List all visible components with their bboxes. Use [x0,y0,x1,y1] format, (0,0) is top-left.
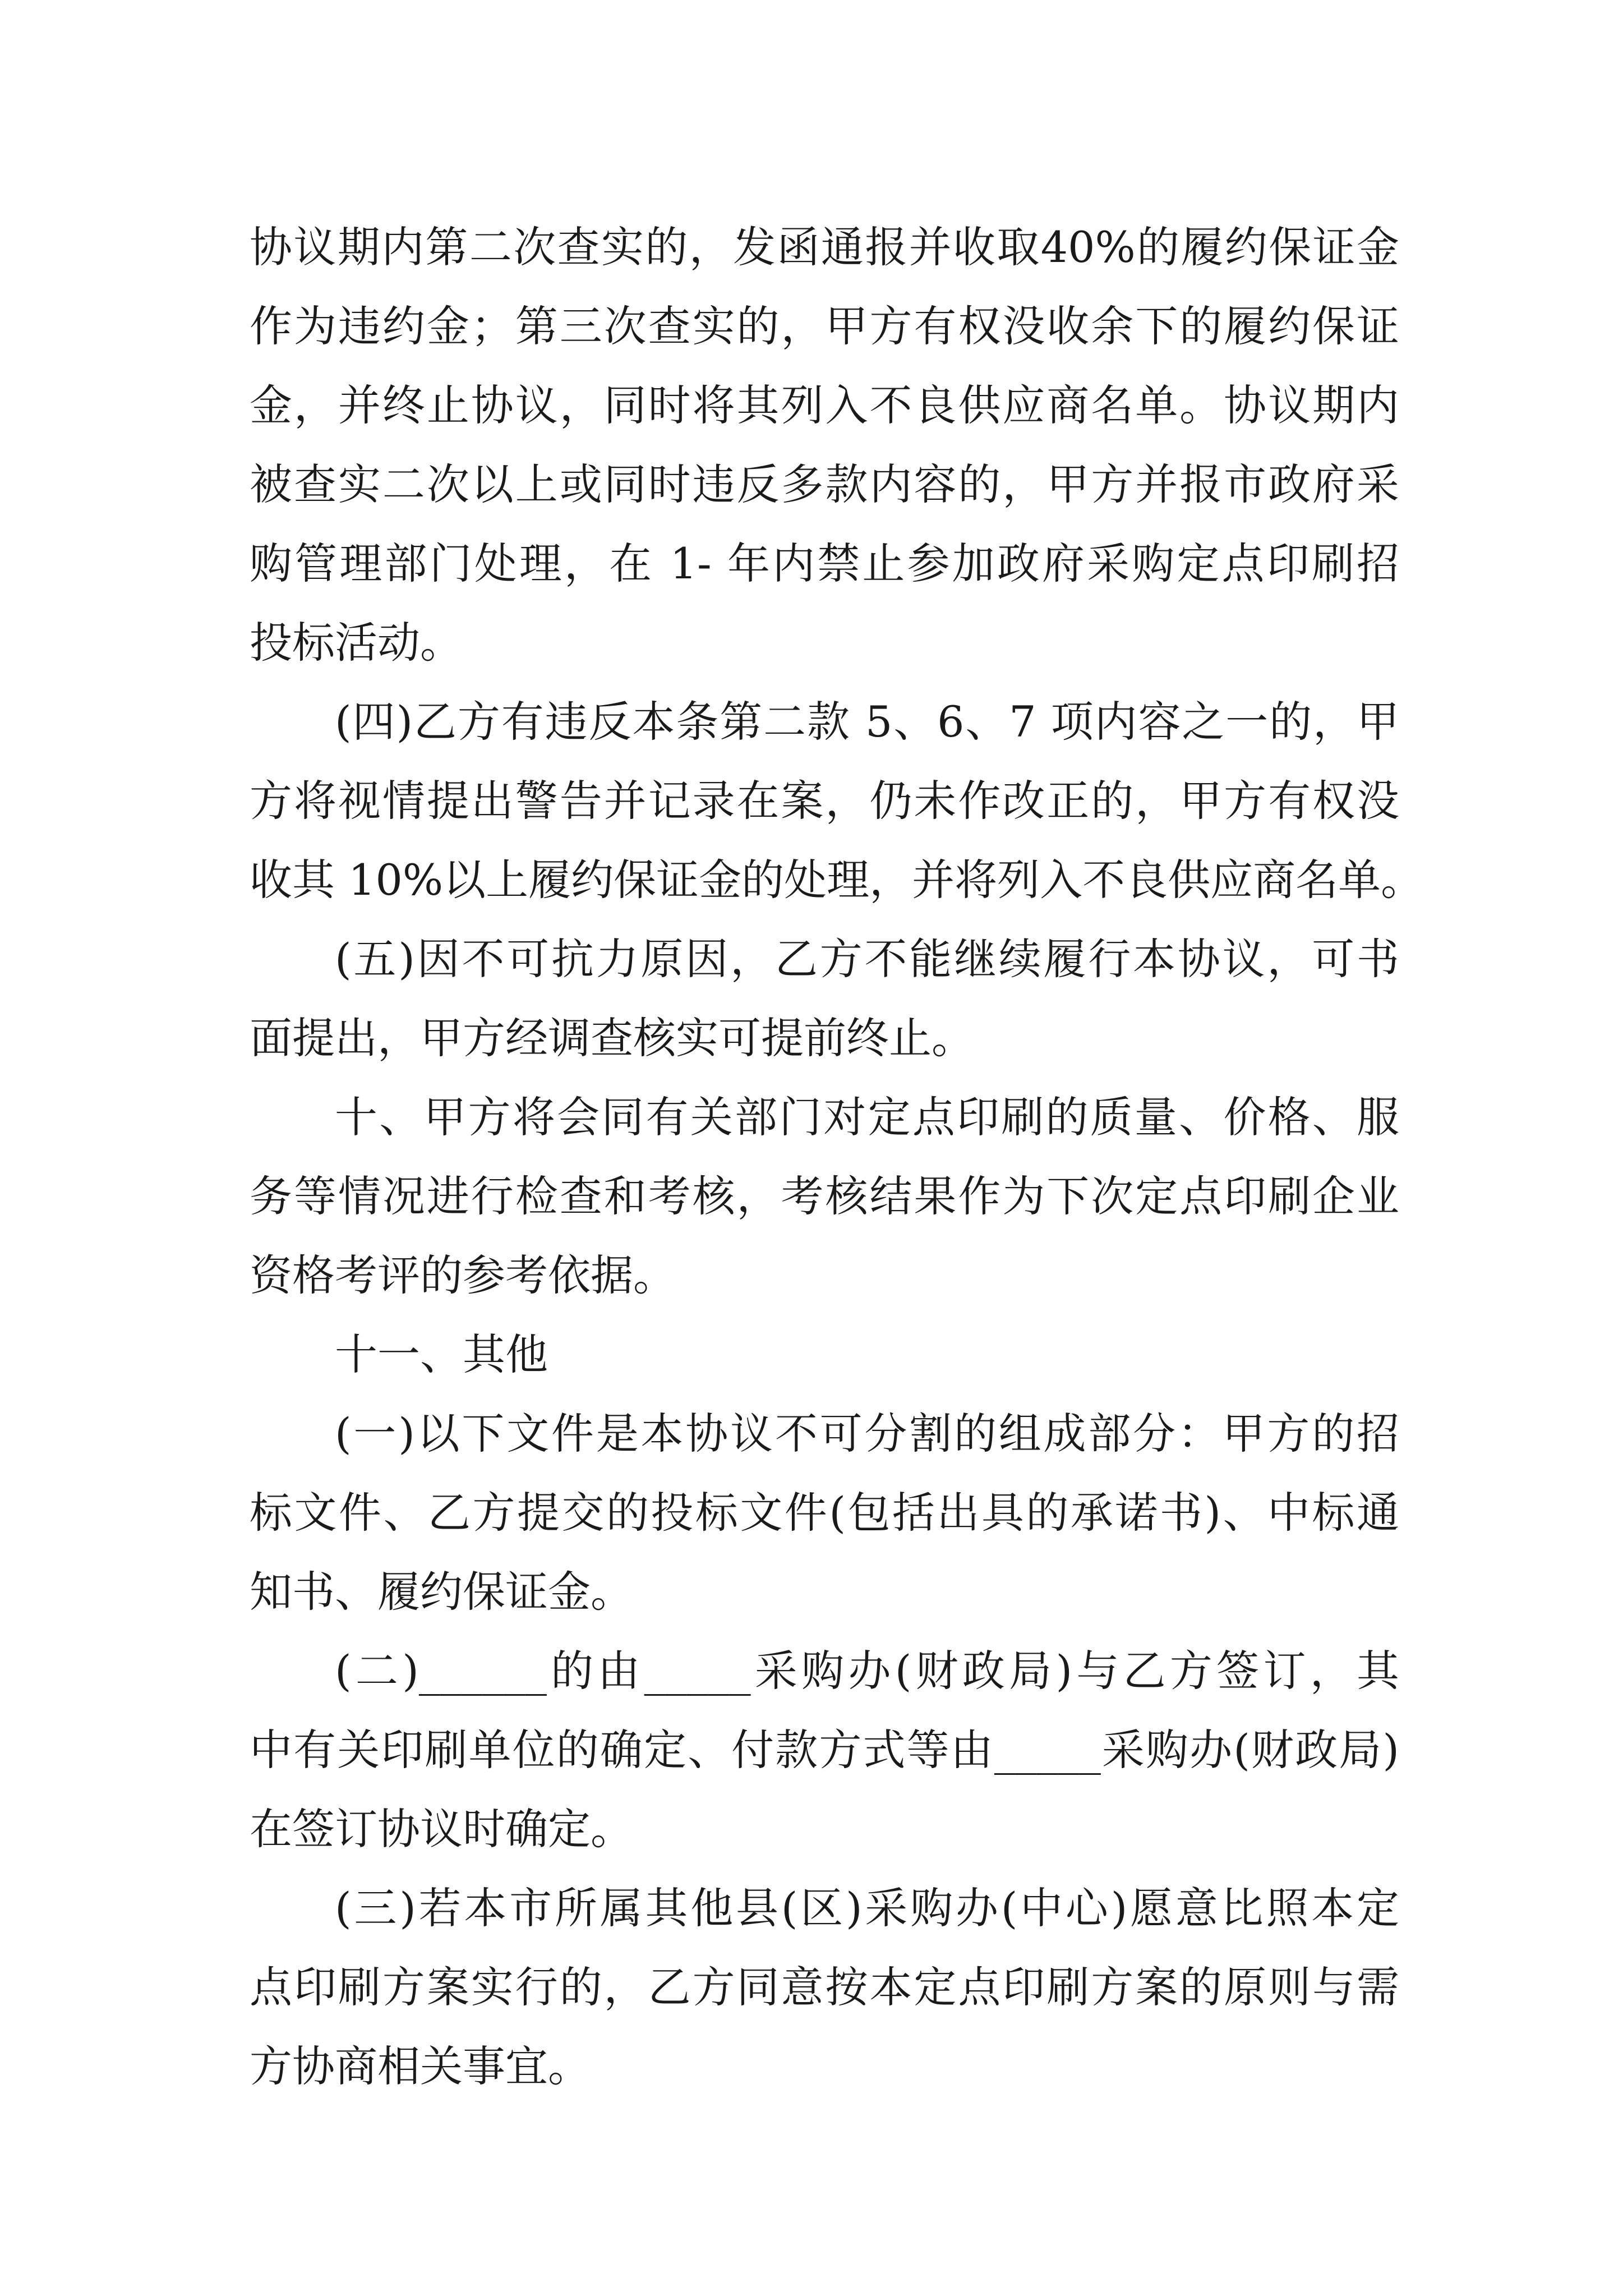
text-line: 方将视情提出警告并记录在案，仍未作改正的，甲方有权没 [250,776,1399,826]
text-line: 点印刷方案实行的，乙方同意按本定点印刷方案的原则与需 [250,1962,1399,2012]
text-line: 面提出，甲方经调查核实可提前终止。 [250,1013,974,1063]
text-line: 在签订协议时确定。 [250,1804,633,1854]
text-line: 标文件、乙方提交的投标文件(包括出具的承诺书)、中标通 [250,1488,1399,1538]
text-line: 方协商相关事宜。 [250,2041,591,2091]
paragraph-start-line: (一)以下文件是本协议不可分割的组成部分：甲方的招 [335,1409,1399,1458]
text-line: 收其 10%以上履约保证金的处理，并将列入不良供应商名单。 [250,855,1424,905]
paragraph-start-line: (三)若本市所属其他县(区)采购办(中心)愿意比照本定 [335,1883,1399,1933]
paragraph-start-line: 十、甲方将会同有关部门对定点印刷的质量、价格、服 [335,1092,1399,1142]
text-line: 作为违约金；第三次查实的，甲方有权没收余下的履约保证 [250,301,1399,351]
section-heading: 十一、其他 [335,1329,548,1379]
text-line: 被查实二次以上或同时违反多款内容的，甲方并报市政府采 [250,459,1399,509]
document-body [250,208,1424,2106]
text-line: 务等情况进行检查和考核，考核结果作为下次定点印刷企业 [250,1171,1399,1221]
text-line: 知书、履约保证金。 [250,1567,633,1617]
paragraph-start-line: (五)因不可抗力原因，乙方不能继续履行本协议，可书 [335,934,1399,984]
text-line: 投标活动。 [250,618,463,668]
text-line: 金，并终止协议，同时将其列入不良供应商名单。协议期内 [250,380,1399,430]
text-line: 中有关印刷单位的确定、付款方式等由_____采购办(财政局) [250,1725,1399,1775]
paragraph-start-line: (二)______的由_____采购办(财政局)与乙方签订，其 [335,1646,1399,1696]
text-line: 购管理部门处理，在 1- 年内禁止参加政府采购定点印刷招 [250,539,1399,588]
text-line: 协议期内第二次查实的，发函通报并收取40%的履约保证金 [250,222,1399,272]
text-line: 资格考评的参考依据。 [250,1250,676,1300]
paragraph-start-line: (四)乙方有违反本条第二款 5、6、7 项内容之一的，甲 [335,697,1399,747]
